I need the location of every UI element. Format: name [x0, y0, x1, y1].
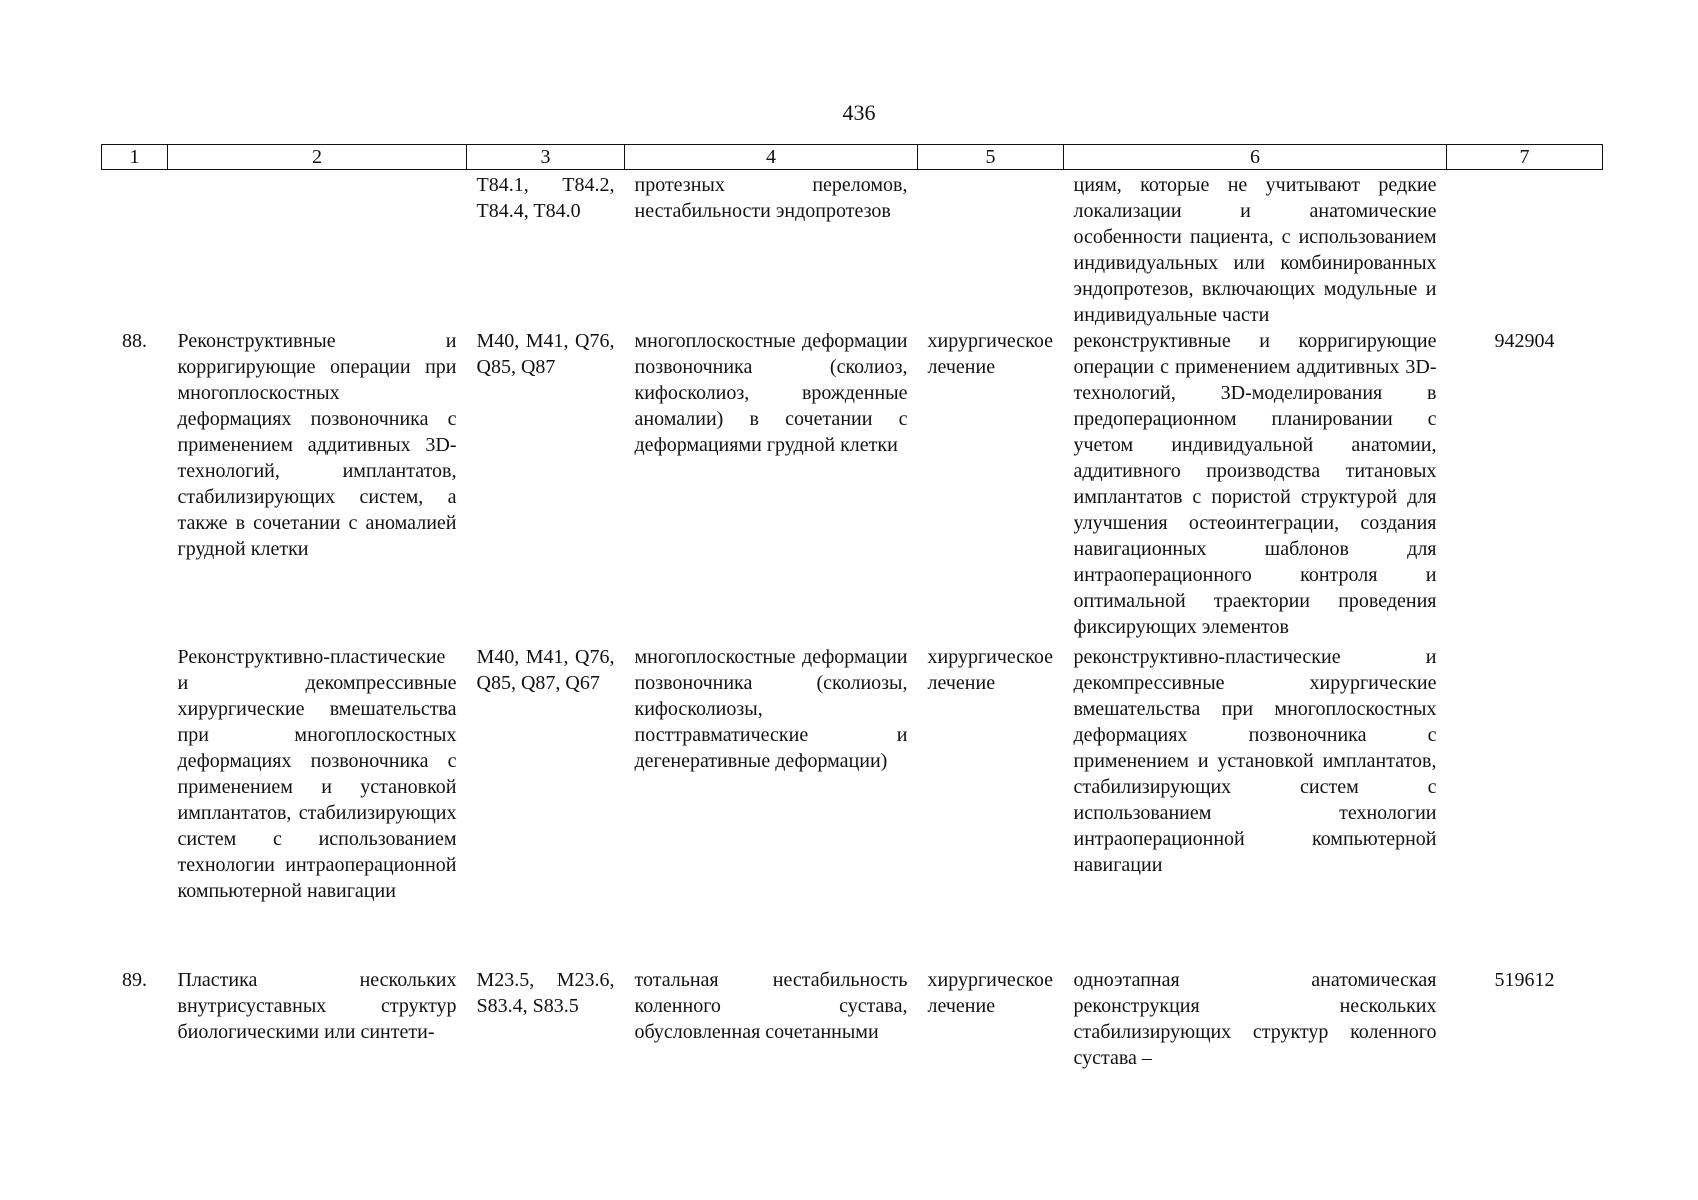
- row-number: [102, 170, 168, 329]
- diagnosis-codes: T84.1, T84.2, T84.4, T84.0: [476, 174, 615, 222]
- procedures-table: [101, 144, 1603, 1071]
- diagnosis-codes: M40, M41, Q76, Q85, Q87, Q67: [476, 646, 615, 694]
- column-header: 3: [467, 145, 625, 170]
- table-row: [102, 328, 1603, 644]
- column-header: 4: [625, 145, 918, 170]
- table-row: [102, 170, 1603, 329]
- column-header: 1: [102, 145, 168, 170]
- treatment-type: хирургическое лечение: [927, 969, 1053, 1017]
- row-number: [102, 644, 168, 967]
- diagnosis-codes: M40, M41, Q76, Q85, Q87: [476, 330, 615, 378]
- page-number: 436: [842, 100, 876, 125]
- procedure-name: [168, 170, 467, 329]
- patient-model: многоплоскостные деформации позвоночника (сколиозы, кифосколиозы, посттравматические и дегенеративные деформации): [634, 646, 908, 772]
- procedure-name: Реконструктивно-пластические и декомпрессивные хирургические вмешательства при многоплоскостных деформациях позвоночника с применением и установкой имплантатов, стабилизирующих систем с использованием технологии интраоперационной компьютерной навигации: [177, 646, 457, 902]
- cost: [1447, 170, 1603, 329]
- column-number-header: [102, 145, 1603, 170]
- treatment-method: реконструктивно-пластические и декомпрессивные хирургические вмешательства при многоплоскостных деформациях позвоночника с применением и установкой имплантатов, стабилизирующих систем с использованием технологии интраоперационной компьютерной навигации: [1073, 646, 1437, 876]
- treatment-type: хирургическое лечение: [927, 330, 1053, 378]
- patient-model: протезных переломов, нестабильности эндопротезов: [634, 174, 908, 222]
- procedure-name: Реконструктивные и корригирующие операции при многоплоскостных деформациях позвоночника с применением аддитивных 3D-технологий, имплантатов, стабилизирующих систем, а также в сочетании с аномалией грудной клетки: [177, 330, 457, 560]
- row-number: 89.: [122, 969, 147, 991]
- column-header: 2: [168, 145, 467, 170]
- patient-model: тотальная нестабильность коленного сустава, обусловленная сочетанными: [634, 969, 908, 1043]
- treatment-method: циям, которые не учитывают редкие локализации и анатомические особенности пациента, с использованием индивидуальных или комбинированных эндопротезов, включающих модульные и индивидуальные части: [1073, 174, 1437, 326]
- cost: 942904: [1494, 330, 1555, 352]
- treatment-type: [918, 170, 1064, 329]
- table-row: [102, 967, 1603, 1071]
- cost: [1447, 644, 1603, 967]
- treatment-method: реконструктивные и корригирующие операции с применением аддитивных 3D-технологий, 3D-моделирования в предоперационном планировании с учетом индивидуальной анатомии, аддитивного производства титановых имплантатов с пористой структурой для улучшения остеоинтеграции, создания навигационных шаблонов для интраоперационного контроля и оптимальной траектории проведения фиксирующих элементов: [1073, 330, 1437, 638]
- column-header: 6: [1064, 145, 1447, 170]
- treatment-method: одноэтапная анатомическая реконструкция нескольких стабилизирующих структур коленного сустава –: [1073, 969, 1437, 1069]
- column-header: 5: [918, 145, 1064, 170]
- cost: 519612: [1494, 969, 1555, 991]
- patient-model: многоплоскостные деформации позвоночника (сколиоз, кифосколиоз, врожденные аномалии) в сочетании с деформациями грудной клетки: [634, 330, 908, 456]
- procedure-name: Пластика нескольких внутрисуставных структур биологическими или синтети-: [177, 969, 457, 1043]
- diagnosis-codes: M23.5, M23.6, S83.4, S83.5: [476, 969, 615, 1017]
- column-header: 7: [1447, 145, 1603, 170]
- row-number: 88.: [122, 330, 147, 352]
- treatment-type: хирургическое лечение: [927, 646, 1053, 694]
- table-row: [102, 644, 1603, 967]
